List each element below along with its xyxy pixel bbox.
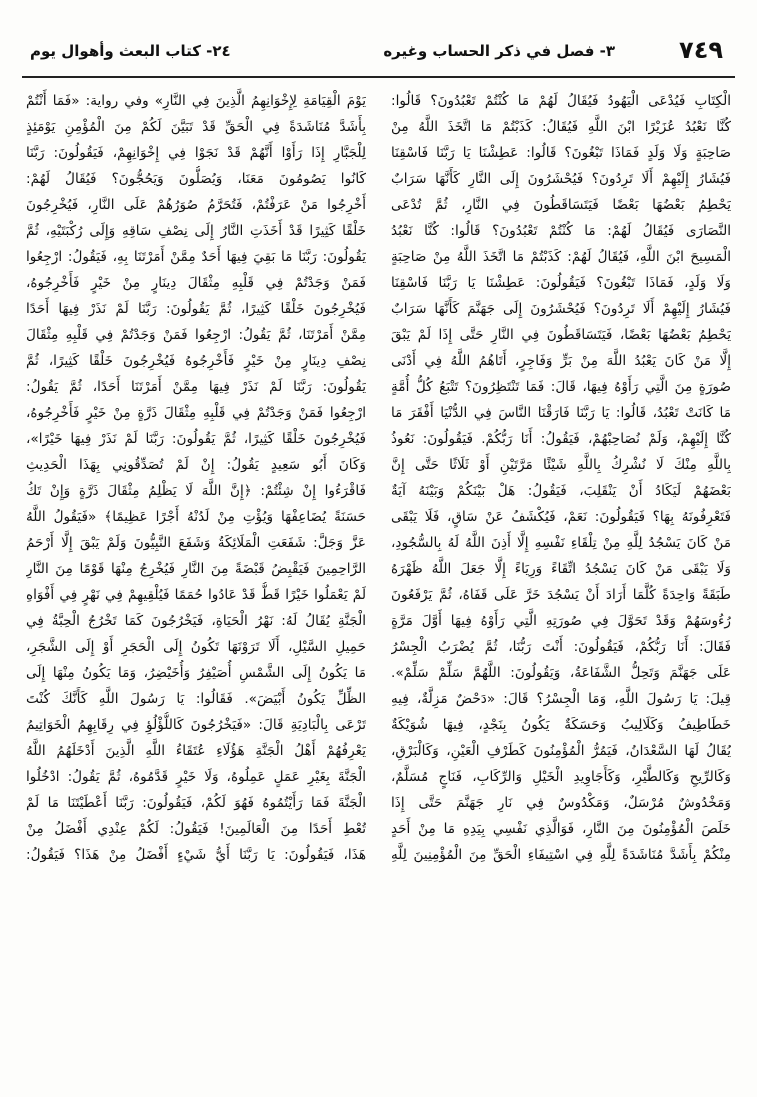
text-line: الْكِتَابِ فَيُدْعَى الْيَهُودُ فَيُقَالُ لَهُمْ مَا كُنْتُمْ تَعْبُدُونَ؟ قَالُوا: (391, 93, 731, 109)
right-text-column (391, 88, 731, 1078)
text-line: الْمَسِيحَ ابْنَ اللَّهِ، فَيُقَالُ لَهُمْ: كَذَبْتُمْ مَا اتَّخَذَ اللَّهُ مِنْ صَاحِبَةٍ (391, 249, 731, 265)
text-line: الرَّاحِمِينَ فَيَقْبِضُ قَبْضَةً مِنَ النَّارِ فَيُخْرِجُ مِنْهَا قَوْمًا مِنَ النَّارِ (26, 561, 366, 577)
text-line: مِنْكُمْ بِأَشَدَّ مُنَاشَدَةً لِلَّهِ فِي اسْتِيفَاءِ الْحَقِّ مِنَ الْمُؤْمِنِينَ لِلَّهِ (391, 847, 731, 863)
text-line: رُءُوسَهُمْ وَقَدْ تَحَوَّلَ فِي صُورَتِهِ الَّتِي رَأَوْهُ فِيهَا أَوَّلَ مَرَّةٍ (391, 613, 731, 629)
text-line: وَلَا وَلَدٍ، فَمَاذَا تَبْغُونَ؟ فَيَقُولُونَ: عَطِشْنَا يَا رَبَّنَا فَاسْقِنَا (391, 275, 731, 291)
text-line: بِأَشَدَّ مُنَاشَدَةً فِي الْحَقِّ قَدْ تَبَيَّنَ لَكُمْ مِنَ الْمُؤْمِنِ يَوْمَئِذٍ (26, 119, 366, 135)
text-line: يَحْطِمُ بَعْضُهَا بَعْضًا، فَيَتَسَاقَطُونَ فِي النَّارِ حَتَّى إِذَا لَمْ يَبْقَ (391, 327, 731, 343)
text-line: يَقُولُونَ: رَبَّنَا لَمْ نَذَرْ فِيهَا مِمَّنْ أَمَرْتَنَا أَحَدًا، ثُمَّ يَقُولُ: (26, 379, 366, 395)
text-line: وَكَانَ أَبُو سَعِيدٍ يَقُولُ: إِنْ لَمْ تُصَدِّقُونِي بِهَذَا الْحَدِيثِ (26, 457, 366, 473)
text-line: الْجَنَّةَ بِغَيْرِ عَمَلٍ عَمِلُوهُ، وَلَا خَيْرٍ قَدَّمُوهُ، ثُمَّ يَقُولُ: ادْخُلُوا (26, 769, 366, 785)
text-line: حَمِيلِ السَّيْلِ، أَلَا تَرَوْنَهَا تَكُونُ إِلَى الْحَجَرِ أَوْ إِلَى الشَّجَرِ، (26, 639, 366, 655)
text-line: فَيُشَارُ إِلَيْهِمْ أَلَا تَرِدُونَ؟ فَيُحْشَرُونَ إِلَى النَّارِ كَأَنَّهَا سَرَابٌ (391, 171, 731, 187)
text-line: الظِّلِّ يَكُونُ أَبْيَضَ». فَقَالُوا: يَا رَسُولَ اللَّهِ كَأَنَّكَ كُنْتَ (26, 691, 366, 707)
text-line: عَلَى جَهَنَّمَ وَتَحِلُّ الشَّفَاعَةُ، وَيَقُولُونَ: اللَّهُمَّ سَلِّمْ سَلِّمْ». (391, 665, 731, 681)
text-line: فَيُخْرِجُونَ خَلْقًا كَثِيرًا، ثُمَّ يَقُولُونَ: رَبَّنَا لَمْ نَذَرْ فِيهَا خَيْرًا»، (26, 431, 366, 447)
text-line: فَقَالَ: أَنَا رَبُّكُمْ، فَيَقُولُونَ: أَنْتَ رَبُّنَا، ثُمَّ يُضْرَبُ الْجِسْرُ (391, 639, 731, 655)
text-line: فَيُخْرِجُونَ خَلْقًا كَثِيرًا، ثُمَّ يَقُولُونَ: رَبَّنَا لَمْ نَذَرْ فِيهَا أَحَدًا (26, 301, 366, 317)
text-line: فَاقْرَءُوا إِنْ شِئْتُمْ: ﴿إِنَّ اللَّهَ لَا يَظْلِمُ مِثْقَالَ ذَرَّةٍ وَإِنْ تَكُ (26, 483, 366, 499)
page-number: ٧٤٩ (679, 36, 723, 64)
text-line: ارْجِعُوا فَمَنْ وَجَدْتُمْ فِي قَلْبِهِ مِثْقَالَ ذَرَّةٍ مِنْ خَيْرٍ فَأَخْرِجُوهُ، (26, 405, 366, 421)
book-title: ٢٤- كتاب البعث وأهوال يوم (30, 42, 231, 60)
text-line: وَمَخْدُوشٌ مُرْسَلٌ، وَمَكْدُوسٌ فِي نَارِ جَهَنَّمَ حَتَّى إِذَا (391, 795, 731, 811)
text-line: يَعْرِفُهُمْ أَهْلُ الْجَنَّةِ هَؤُلَاءِ عُتَقَاءُ اللَّهِ الَّذِينَ أَدْخَلَهُمُ اللَّهُ (26, 743, 366, 759)
text-line: إِلَّا مَنْ كَانَ يَعْبُدُ اللَّهَ مِنْ بَرٍّ وَفَاجِرٍ، أَتَاهُمُ اللَّهُ فِي أَدْنَى (391, 353, 731, 369)
text-line: صَاحِبَةٍ وَلَا وَلَدٍ فَمَاذَا تَبْغُونَ؟ قَالُوا: عَطِشْنَا يَا رَبَّنَا فَاسْقِنَا (391, 145, 731, 161)
page-header (22, 30, 735, 72)
text-line: مِمَّنْ أَمَرْتَنَا، ثُمَّ يَقُولُ: ارْجِعُوا فَمَنْ وَجَدْتُمْ فِي قَلْبِهِ مِثْقَالَ (26, 327, 366, 343)
text-line: مَا كَانَتْ تَعْبُدُ، قَالُوا: يَا رَبَّنَا فَارَقْنَا النَّاسَ فِي الدُّنْيَا أَفْقَرَ مَا (391, 405, 731, 421)
text-line: الْجَنَّةَ فَمَا رَأَيْتُمُوهُ فَهُوَ لَكُمْ، فَيَقُولُونَ: رَبَّنَا أَعْطَيْتَنَا مَا لَمْ (26, 795, 366, 811)
text-line: قِيلَ: يَا رَسُولَ اللَّهِ، وَمَا الْجِسْرُ؟ قَالَ: «دَحْضٌ مَزِلَّةٌ، فِيهِ (391, 691, 731, 707)
text-line: فَتَعْرِفُونَهُ بِهَا؟ فَيَقُولُونَ: نَعَمْ، فَيُكْشَفُ عَنْ سَاقٍ، فَلَا يَبْقَى (391, 509, 731, 525)
text-line: مَنْ كَانَ يَسْجُدُ لِلَّهِ مِنْ تِلْقَاءِ نَفْسِهِ إِلَّا أَذِنَ اللَّهُ لَهُ بِالسُّجُودِ، (391, 535, 731, 551)
text-line: وَلَا يَبْقَى مَنْ كَانَ يَسْجُدُ اتِّقَاءً وَرِيَاءً إِلَّا جَعَلَ اللَّهُ ظَهْرَهُ (391, 561, 731, 577)
text-line: فَمَنْ وَجَدْتُمْ فِي قَلْبِهِ مِثْقَالَ دِينَارٍ مِنْ خَيْرٍ فَأَخْرِجُوهُ، (26, 275, 366, 291)
text-line: كُنَّا إِلَيْهِمْ، وَلَمْ نُصَاحِبْهُمْ، فَيَقُولُ: أَنَا رَبُّكُمْ. فَيَقُولُونَ: نَعُوذُ (391, 431, 731, 447)
text-line: خَطَاطِيفُ وَكَلَالِيبُ وَحَسَكَةٌ يَكُونُ بِنَجْدٍ، فِيهَا شُوَيْكَةٌ (391, 717, 731, 733)
text-line: تَرْعَى بِالْبَادِيَةِ قَالَ: «فَيَخْرُجُونَ كَاللُّؤْلُؤِ فِي رِقَابِهِمُ الْخَوَاتِيمُ (26, 717, 366, 733)
section-title: ٣- فصل في ذكر الحساب وغيره (383, 42, 615, 60)
text-line: يَحْطِمُ بَعْضُهَا بَعْضًا فَيَتَسَاقَطُونَ فِي النَّارِ، ثُمَّ تُدْعَى (391, 197, 731, 213)
text-line: كُنَّا نَعْبُدُ عُزَيْرًا ابْنَ اللَّهِ فَيُقَالُ: كَذَبْتُمْ مَا اتَّخَذَ اللَّهُ مِنْ (391, 119, 731, 135)
text-line: الْجَنَّةِ يُقَالُ لَهُ: نَهْرُ الْحَيَاةِ، فَيَخْرُجُونَ كَمَا تَخْرُجُ الْحِبَّةُ فِي (26, 613, 366, 629)
text-line: لِلْجَبَّارِ إِذَا رَأَوْا أَنَّهُمْ قَدْ نَجَوْا فِي إِخْوَانِهِمْ، فَيَقُولُونَ: رَبَّنَا (26, 145, 366, 161)
header-divider (22, 76, 735, 78)
text-line: يَوْمَ الْقِيَامَةِ لِإِخْوَانِهِمُ الَّذِينَ فِي النَّارِ» وفي رواية: «فَمَا أَنْتُمْ (26, 93, 366, 109)
text-line: بَعْضَهُمْ لَيَكَادُ أَنْ يَنْقَلِبَ، فَيَقُولُ: هَلْ بَيْنَكُمْ وَبَيْنَهُ آيَةٌ (391, 483, 731, 499)
text-line: عَزَّ وَجَلَّ: شَفَعَتِ الْمَلَائِكَةُ وَشَفَعَ النَّبِيُّونَ وَلَمْ يَبْقَ إِلَّا أَرْحَمُ (26, 535, 366, 551)
text-line: يَقُولُونَ: رَبَّنَا مَا بَقِيَ فِيهَا أَحَدٌ مِمَّنْ أَمَرْتَنَا بِهِ، فَيَقُولُ: ارْجِعُوا (26, 249, 366, 265)
text-line: خَلْقًا كَثِيرًا قَدْ أَخَذَتِ النَّارُ إِلَى نِصْفِ سَاقِهِ وَإِلَى رُكْبَتَيْهِ، ثُمَّ (26, 223, 366, 239)
text-line: لَمْ يَعْمَلُوا خَيْرًا قَطُّ قَدْ عَادُوا حُمَمًا فَيُلْقِيهِمْ فِي نَهْرٍ فِي أَفْوَاهِ (26, 587, 366, 603)
text-line: كَانُوا يَصُومُونَ مَعَنَا، وَيُصَلُّونَ وَيَحُجُّونَ؟ فَيُقَالُ لَهُمْ: (26, 171, 366, 187)
text-line: يُقَالُ لَهَا السَّعْدَانُ، فَيَمُرُّ الْمُؤْمِنُونَ كَطَرْفِ الْعَيْنِ، وَكَالْبَرْقِ، (391, 743, 731, 759)
text-line: خَلَصَ الْمُؤْمِنُونَ مِنَ النَّارِ، فَوَالَّذِي نَفْسِي بِيَدِهِ مَا مِنْ أَحَدٍ (391, 821, 731, 837)
text-line: مَا يَكُونُ إِلَى الشَّمْسِ أُصَيْفِرُ وَأُخَيْضِرُ، وَمَا يَكُونُ مِنْهَا إِلَى (26, 665, 366, 681)
text-line: صُورَةٍ مِنَ الَّتِي رَأَوْهُ فِيهَا، قَالَ: فَمَا تَنْتَظِرُونَ؟ تَتْبَعُ كُلُّ أُمَّةٍ (391, 379, 731, 395)
text-line: بِاللَّهِ مِنْكَ لَا نُشْرِكُ بِاللَّهِ شَيْئًا مَرَّتَيْنِ أَوْ ثَلَاثًا حَتَّى إِنَّ (391, 457, 731, 473)
text-line: تُعْطِ أَحَدًا مِنَ الْعَالَمِينَ! فَيَقُولُ: لَكُمْ عِنْدِي أَفْضَلُ مِنْ (26, 821, 366, 837)
text-line: فَيُشَارُ إِلَيْهِمْ أَلَا تَرِدُونَ؟ فَيُحْشَرُونَ إِلَى جَهَنَّمَ كَأَنَّهَا سَرَابٌ (391, 301, 731, 317)
text-line: حَسَنَةً يُضَاعِفْهَا وَيُؤْتِ مِنْ لَدُنْهُ أَجْرًا عَظِيمًا﴾ «فَيَقُولُ اللَّهُ (26, 509, 366, 525)
text-line: طَبَقَةً وَاحِدَةً كُلَّمَا أَرَادَ أَنْ يَسْجُدَ خَرَّ عَلَى قَفَاهُ، ثُمَّ يَرْفَعُونَ (391, 587, 731, 603)
text-line: وَكَالرِّيحِ وَكَالطَّيْرِ، وَكَأَجَاوِيدِ الْخَيْلِ وَالرِّكَابِ، فَنَاجٍ مُسَلَّمٌ، (391, 769, 731, 785)
text-line: نِصْفِ دِينَارٍ مِنْ خَيْرٍ فَأَخْرِجُوهُ فَيُخْرِجُونَ خَلْقًا كَثِيرًا، ثُمَّ (26, 353, 366, 369)
text-line: أَخْرِجُوا مَنْ عَرَفْتُمْ، فَتُحَرَّمُ صُوَرُهُمْ عَلَى النَّارِ، فَيُخْرِجُونَ (26, 197, 366, 213)
text-line: هَذَا، فَيَقُولُونَ: يَا رَبَّنَا أَيُّ شَيْءٍ أَفْضَلُ مِنْ هَذَا؟ فَيَقُولُ: (26, 847, 366, 863)
left-text-column (26, 88, 366, 1078)
text-line: النَّصَارَى فَيُقَالُ لَهُمْ: مَا كُنْتُمْ تَعْبُدُونَ؟ قَالُوا: كُنَّا نَعْبُدُ (391, 223, 731, 239)
